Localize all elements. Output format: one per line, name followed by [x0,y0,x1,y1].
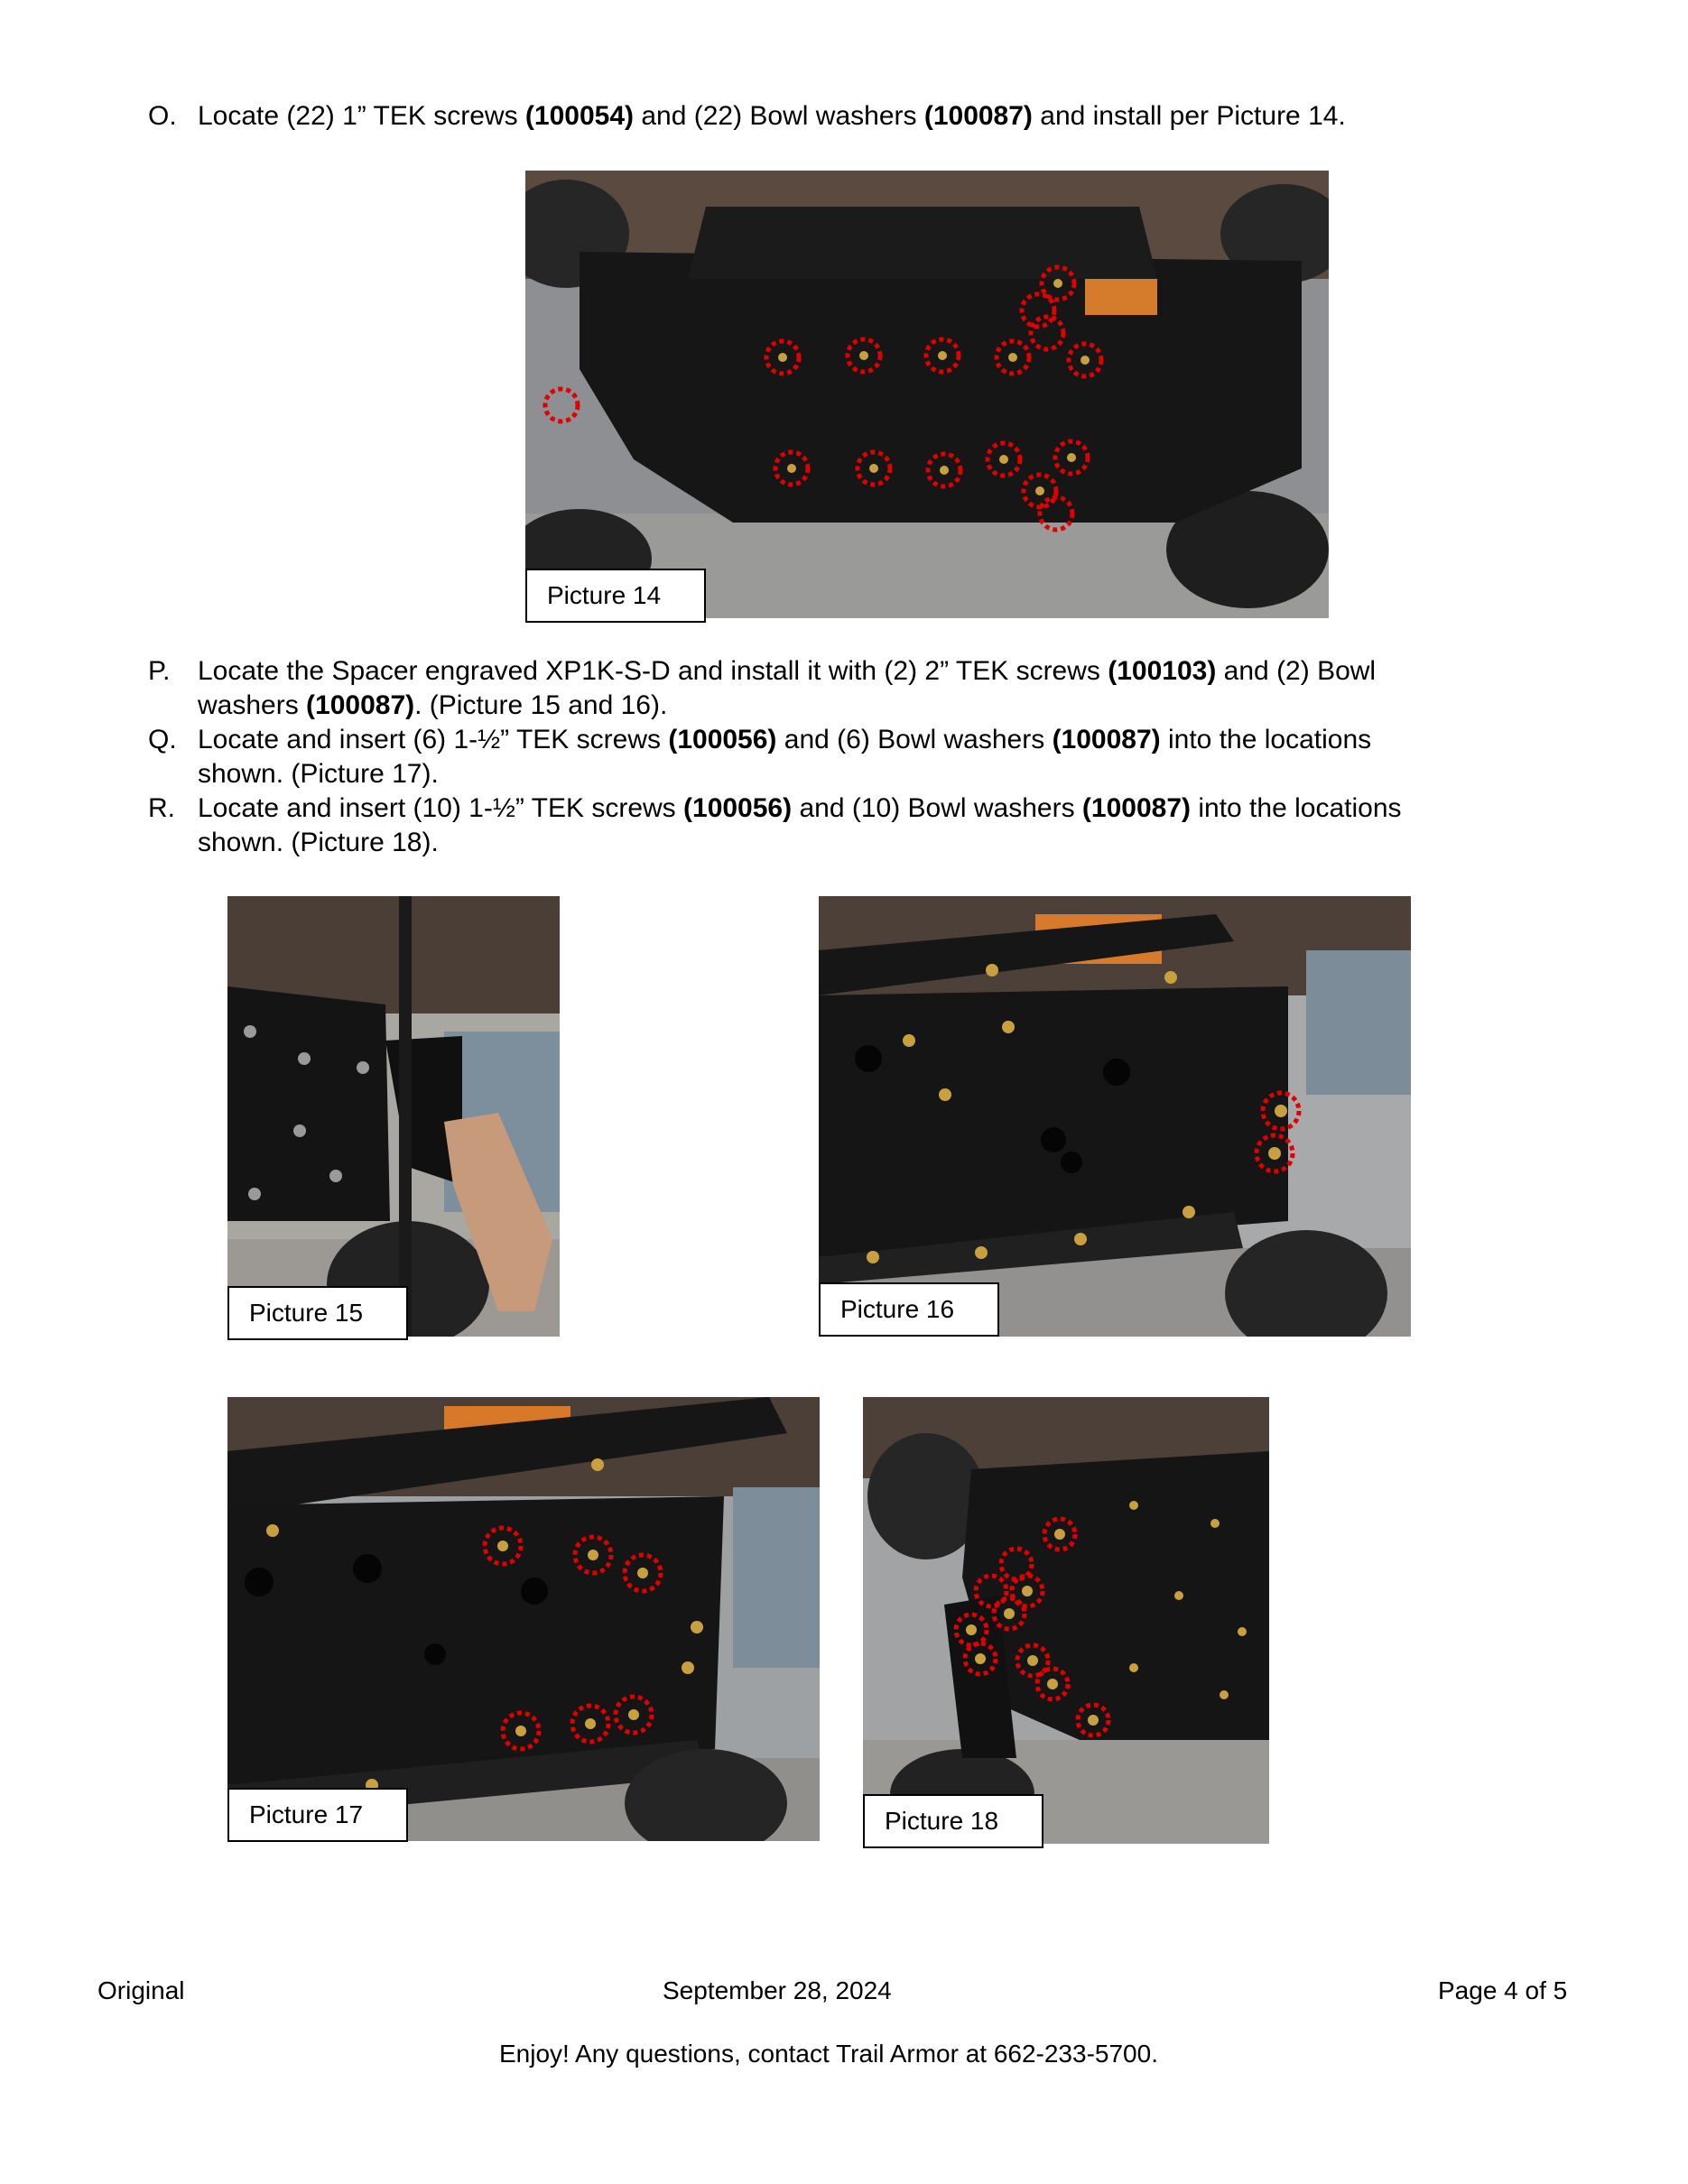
step-text: Locate and insert (10) 1-½” TEK screws (100056) and (10) Bowl washers (100087) into the locations shown. (Picture 18). [198,793,1402,857]
picture-15-photo [227,896,560,1337]
step-letter: O. [148,101,177,131]
step-o [148,99,1556,135]
picture-18-caption: Picture 18 [863,1794,1043,1848]
picture-17-caption: Picture 17 [227,1788,408,1842]
step-text: Locate (22) 1” TEK screws (100054) and (22) Bowl washers (100087) and install per Picture 14. [198,101,1346,131]
picture-14-caption: Picture 14 [525,569,706,623]
picture-16-caption: Picture 16 [819,1282,999,1337]
step-letter: R. [148,793,175,823]
footer-date: September 28, 2024 [663,1976,892,2004]
footer-page-number: Page 4 of 5 [1438,1976,1568,2004]
footer-version: Original [97,1976,185,2004]
step-q [148,723,1556,793]
picture-14-photo [525,171,1329,618]
picture-16-photo [819,896,1411,1337]
step-text: Locate and insert (6) 1-½” TEK screws (100056) and (6) Bowl washers (100087) into the locations shown. (Picture 17). [198,725,1372,789]
step-p [148,654,1556,725]
picture-18-photo [863,1397,1269,1844]
picture-17-photo [227,1397,820,1841]
picture-15-caption: Picture 15 [227,1286,408,1340]
step-letter: P. [148,656,171,686]
step-letter: Q. [148,725,177,754]
step-r [148,791,1556,862]
footer-contact: Enjoy! Any questions, contact Trail Armor at 662-233-5700. [499,2040,1158,2068]
step-text: Locate the Spacer engraved XP1K-S-D and install it with (2) 2” TEK screws (100103) and (2) Bowl washers (100087). (Picture 15 and 16). [198,656,1377,720]
